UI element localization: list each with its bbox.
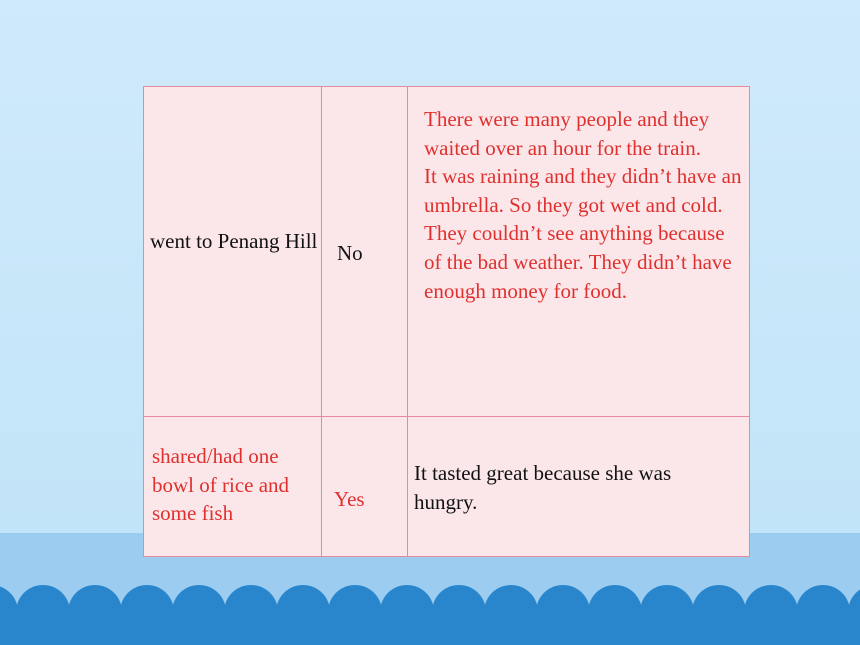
column-divider [407, 87, 408, 556]
row1-activity: went to Penang Hill [150, 229, 318, 253]
row1-reason-line-2: It was raining and they didn’t have an umbrella. So they got wet and cold. They couldn’t see anything because of the bad weather. They didn’t have enough money for food. [424, 164, 742, 303]
row2-activity: shared/had one bowl of rice and some fish [152, 444, 290, 526]
row1-good-time: No [337, 241, 363, 265]
wave-base [0, 635, 860, 645]
row2-reason: It tasted great because she was hungry. [414, 461, 672, 514]
row1-reason [424, 105, 744, 305]
comparison-table [143, 86, 750, 557]
row1-reason-line-1: There were many people and they waited over an hour for the train. [424, 107, 710, 160]
row-divider [144, 416, 749, 417]
wave-decoration [0, 575, 860, 645]
column-divider [321, 87, 322, 556]
row2-good-time: Yes [334, 487, 365, 511]
